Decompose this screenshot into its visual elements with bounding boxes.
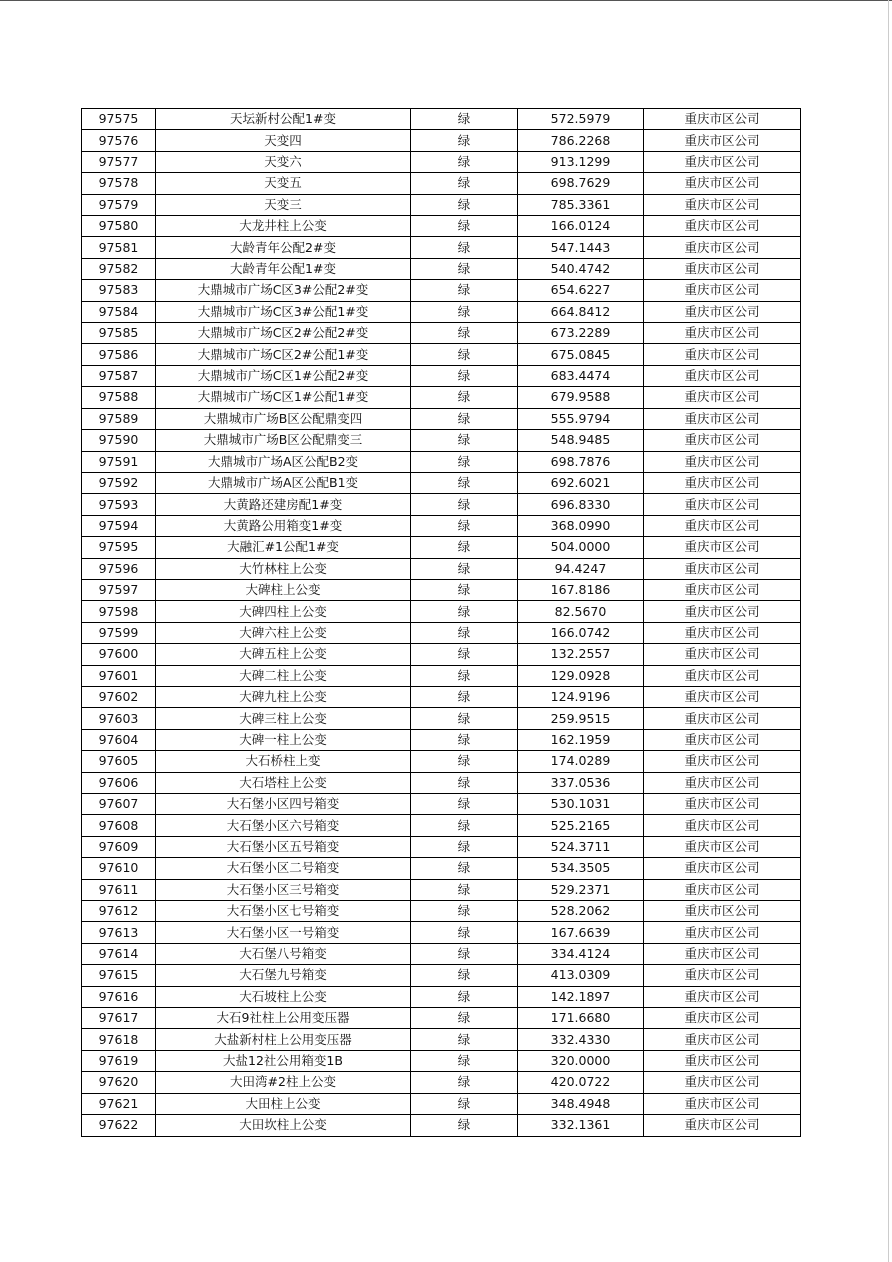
table-row — [82, 601, 801, 622]
transformer-name-cell: 大鼎城市广场C区2#公配2#变 — [156, 323, 411, 344]
transformer-name-cell: 大盐新村柱上公用变压器 — [156, 1029, 411, 1050]
table-row — [82, 729, 801, 750]
value-cell: 332.4330 — [518, 1029, 644, 1050]
transformer-name-cell: 大石9社柱上公用变压器 — [156, 1008, 411, 1029]
value-cell: 368.0990 — [518, 515, 644, 536]
company-cell: 重庆市区公司 — [644, 579, 801, 600]
status-color-cell: 绿 — [411, 794, 518, 815]
row-id-cell: 97621 — [82, 1093, 156, 1114]
table-row — [82, 644, 801, 665]
company-cell: 重庆市区公司 — [644, 494, 801, 515]
value-cell: 167.8186 — [518, 579, 644, 600]
value-cell: 259.9515 — [518, 708, 644, 729]
value-cell: 679.9588 — [518, 387, 644, 408]
status-color-cell: 绿 — [411, 130, 518, 151]
value-cell: 540.4742 — [518, 258, 644, 279]
status-color-cell: 绿 — [411, 815, 518, 836]
table-row — [82, 387, 801, 408]
row-id-cell: 97595 — [82, 537, 156, 558]
status-color-cell: 绿 — [411, 1029, 518, 1050]
transformer-name-cell: 大碑四柱上公变 — [156, 601, 411, 622]
status-color-cell: 绿 — [411, 644, 518, 665]
transformer-name-cell: 大鼎城市广场A区公配B1变 — [156, 472, 411, 493]
transformer-name-cell: 大鼎城市广场C区3#公配1#变 — [156, 301, 411, 322]
value-cell: 698.7629 — [518, 173, 644, 194]
value-cell: 698.7876 — [518, 451, 644, 472]
row-id-cell: 97608 — [82, 815, 156, 836]
transformer-name-cell: 大鼎城市广场A区公配B2变 — [156, 451, 411, 472]
transformer-name-cell: 大碑五柱上公变 — [156, 644, 411, 665]
transformer-name-cell: 天变四 — [156, 130, 411, 151]
table-row — [82, 772, 801, 793]
table-row — [82, 579, 801, 600]
status-color-cell: 绿 — [411, 622, 518, 643]
company-cell: 重庆市区公司 — [644, 879, 801, 900]
table-row — [82, 858, 801, 879]
value-cell: 524.3711 — [518, 836, 644, 857]
transformer-name-cell: 大石塔柱上公变 — [156, 772, 411, 793]
status-color-cell: 绿 — [411, 151, 518, 172]
transformer-name-cell: 大田坎柱上公变 — [156, 1115, 411, 1136]
table-row — [82, 686, 801, 707]
status-color-cell: 绿 — [411, 451, 518, 472]
row-id-cell: 97593 — [82, 494, 156, 515]
table-row — [82, 216, 801, 237]
status-color-cell: 绿 — [411, 515, 518, 536]
company-cell: 重庆市区公司 — [644, 601, 801, 622]
company-cell: 重庆市区公司 — [644, 708, 801, 729]
value-cell: 548.9485 — [518, 430, 644, 451]
row-id-cell: 97576 — [82, 130, 156, 151]
company-cell: 重庆市区公司 — [644, 237, 801, 258]
transformer-name-cell: 大石坡柱上公变 — [156, 986, 411, 1007]
company-cell: 重庆市区公司 — [644, 1008, 801, 1029]
company-cell: 重庆市区公司 — [644, 1029, 801, 1050]
company-cell: 重庆市区公司 — [644, 1072, 801, 1093]
table-row — [82, 173, 801, 194]
status-color-cell: 绿 — [411, 708, 518, 729]
page-top-edge — [0, 0, 892, 1]
transformer-name-cell: 大鼎城市广场B区公配鼎变三 — [156, 430, 411, 451]
table-row — [82, 986, 801, 1007]
value-cell: 786.2268 — [518, 130, 644, 151]
status-color-cell: 绿 — [411, 537, 518, 558]
row-id-cell: 97612 — [82, 901, 156, 922]
table-row — [82, 237, 801, 258]
row-id-cell: 97603 — [82, 708, 156, 729]
transformer-name-cell: 大石堡小区一号箱变 — [156, 922, 411, 943]
transformer-name-cell: 大石堡小区三号箱变 — [156, 879, 411, 900]
row-id-cell: 97607 — [82, 794, 156, 815]
row-id-cell: 97600 — [82, 644, 156, 665]
company-cell: 重庆市区公司 — [644, 408, 801, 429]
transformer-name-cell: 大竹林柱上公变 — [156, 558, 411, 579]
value-cell: 504.0000 — [518, 537, 644, 558]
row-id-cell: 97579 — [82, 194, 156, 215]
value-cell: 534.3505 — [518, 858, 644, 879]
status-color-cell: 绿 — [411, 986, 518, 1007]
table-row — [82, 836, 801, 857]
status-color-cell: 绿 — [411, 579, 518, 600]
row-id-cell: 97602 — [82, 686, 156, 707]
value-cell: 664.8412 — [518, 301, 644, 322]
transformer-name-cell: 大鼎城市广场C区1#公配2#变 — [156, 365, 411, 386]
company-cell: 重庆市区公司 — [644, 365, 801, 386]
table-row — [82, 879, 801, 900]
table-row — [82, 751, 801, 772]
status-color-cell: 绿 — [411, 558, 518, 579]
status-color-cell: 绿 — [411, 858, 518, 879]
row-id-cell: 97597 — [82, 579, 156, 600]
status-color-cell: 绿 — [411, 237, 518, 258]
company-cell: 重庆市区公司 — [644, 665, 801, 686]
transformer-name-cell: 大碑二柱上公变 — [156, 665, 411, 686]
transformer-name-cell: 天坛新村公配1#变 — [156, 109, 411, 130]
row-id-cell: 97615 — [82, 965, 156, 986]
transformer-name-cell: 大碑三柱上公变 — [156, 708, 411, 729]
company-cell: 重庆市区公司 — [644, 644, 801, 665]
row-id-cell: 97614 — [82, 943, 156, 964]
value-cell: 572.5979 — [518, 109, 644, 130]
row-id-cell: 97596 — [82, 558, 156, 579]
transformer-name-cell: 大石堡小区五号箱变 — [156, 836, 411, 857]
row-id-cell: 97619 — [82, 1050, 156, 1071]
status-color-cell: 绿 — [411, 1093, 518, 1114]
status-color-cell: 绿 — [411, 665, 518, 686]
table-body — [82, 109, 801, 1137]
company-cell: 重庆市区公司 — [644, 901, 801, 922]
value-cell: 530.1031 — [518, 794, 644, 815]
value-cell: 166.0124 — [518, 216, 644, 237]
row-id-cell: 97618 — [82, 1029, 156, 1050]
value-cell: 413.0309 — [518, 965, 644, 986]
status-color-cell: 绿 — [411, 365, 518, 386]
status-color-cell: 绿 — [411, 430, 518, 451]
table-row — [82, 815, 801, 836]
company-cell: 重庆市区公司 — [644, 1050, 801, 1071]
table-row — [82, 1072, 801, 1093]
row-id-cell: 97591 — [82, 451, 156, 472]
status-color-cell: 绿 — [411, 1050, 518, 1071]
row-id-cell: 97590 — [82, 430, 156, 451]
company-cell: 重庆市区公司 — [644, 751, 801, 772]
value-cell: 334.4124 — [518, 943, 644, 964]
table-row — [82, 1050, 801, 1071]
table-row — [82, 901, 801, 922]
company-cell: 重庆市区公司 — [644, 515, 801, 536]
table-row — [82, 258, 801, 279]
transformer-name-cell: 大石堡小区四号箱变 — [156, 794, 411, 815]
company-cell: 重庆市区公司 — [644, 1115, 801, 1136]
table-row — [82, 323, 801, 344]
company-cell: 重庆市区公司 — [644, 151, 801, 172]
value-cell: 162.1959 — [518, 729, 644, 750]
company-cell: 重庆市区公司 — [644, 622, 801, 643]
company-cell: 重庆市区公司 — [644, 922, 801, 943]
value-cell: 673.2289 — [518, 323, 644, 344]
company-cell: 重庆市区公司 — [644, 194, 801, 215]
row-id-cell: 97577 — [82, 151, 156, 172]
value-cell: 420.0722 — [518, 1072, 644, 1093]
table-row — [82, 109, 801, 130]
status-color-cell: 绿 — [411, 494, 518, 515]
status-color-cell: 绿 — [411, 408, 518, 429]
value-cell: 82.5670 — [518, 601, 644, 622]
transformer-name-cell: 大融汇#1公配1#变 — [156, 537, 411, 558]
row-id-cell: 97584 — [82, 301, 156, 322]
transformer-name-cell: 大黄路还建房配1#变 — [156, 494, 411, 515]
row-id-cell: 97580 — [82, 216, 156, 237]
table-row — [82, 1093, 801, 1114]
company-cell: 重庆市区公司 — [644, 387, 801, 408]
company-cell: 重庆市区公司 — [644, 323, 801, 344]
transformer-name-cell: 大石堡小区六号箱变 — [156, 815, 411, 836]
row-id-cell: 97578 — [82, 173, 156, 194]
value-cell: 696.8330 — [518, 494, 644, 515]
row-id-cell: 97583 — [82, 280, 156, 301]
company-cell: 重庆市区公司 — [644, 815, 801, 836]
transformer-name-cell: 大碑九柱上公变 — [156, 686, 411, 707]
company-cell: 重庆市区公司 — [644, 836, 801, 857]
company-cell: 重庆市区公司 — [644, 558, 801, 579]
status-color-cell: 绿 — [411, 922, 518, 943]
table-row — [82, 622, 801, 643]
company-cell: 重庆市区公司 — [644, 280, 801, 301]
transformer-name-cell: 大石堡小区七号箱变 — [156, 901, 411, 922]
table-row — [82, 494, 801, 515]
company-cell: 重庆市区公司 — [644, 858, 801, 879]
value-cell: 124.9196 — [518, 686, 644, 707]
table-row — [82, 430, 801, 451]
row-id-cell: 97586 — [82, 344, 156, 365]
company-cell: 重庆市区公司 — [644, 729, 801, 750]
status-color-cell: 绿 — [411, 280, 518, 301]
row-id-cell: 97610 — [82, 858, 156, 879]
row-id-cell: 97575 — [82, 109, 156, 130]
transformer-name-cell: 大碑柱上公变 — [156, 579, 411, 600]
status-color-cell: 绿 — [411, 216, 518, 237]
value-cell: 167.6639 — [518, 922, 644, 943]
row-id-cell: 97609 — [82, 836, 156, 857]
row-id-cell: 97599 — [82, 622, 156, 643]
company-cell: 重庆市区公司 — [644, 451, 801, 472]
row-id-cell: 97598 — [82, 601, 156, 622]
company-cell: 重庆市区公司 — [644, 109, 801, 130]
row-id-cell: 97585 — [82, 323, 156, 344]
status-color-cell: 绿 — [411, 772, 518, 793]
table-row — [82, 943, 801, 964]
status-color-cell: 绿 — [411, 173, 518, 194]
company-cell: 重庆市区公司 — [644, 472, 801, 493]
value-cell: 529.2371 — [518, 879, 644, 900]
value-cell: 675.0845 — [518, 344, 644, 365]
value-cell: 692.6021 — [518, 472, 644, 493]
status-color-cell: 绿 — [411, 751, 518, 772]
row-id-cell: 97592 — [82, 472, 156, 493]
table-row — [82, 365, 801, 386]
value-cell: 528.2062 — [518, 901, 644, 922]
table-row — [82, 151, 801, 172]
table-row — [82, 1008, 801, 1029]
value-cell: 547.1443 — [518, 237, 644, 258]
table-row — [82, 1115, 801, 1136]
company-cell: 重庆市区公司 — [644, 772, 801, 793]
row-id-cell: 97616 — [82, 986, 156, 1007]
row-id-cell: 97582 — [82, 258, 156, 279]
table-row — [82, 537, 801, 558]
company-cell: 重庆市区公司 — [644, 130, 801, 151]
transformer-name-cell: 大鼎城市广场C区2#公配1#变 — [156, 344, 411, 365]
company-cell: 重庆市区公司 — [644, 943, 801, 964]
table-row — [82, 1029, 801, 1050]
value-cell: 132.2557 — [518, 644, 644, 665]
page-right-edge — [888, 0, 889, 1262]
value-cell: 129.0928 — [518, 665, 644, 686]
value-cell: 337.0536 — [518, 772, 644, 793]
transformer-name-cell: 大鼎城市广场C区1#公配1#变 — [156, 387, 411, 408]
transformer-name-cell: 大盐12社公用箱变1B — [156, 1050, 411, 1071]
status-color-cell: 绿 — [411, 686, 518, 707]
transformer-name-cell: 大石堡小区二号箱变 — [156, 858, 411, 879]
table-row — [82, 344, 801, 365]
transformer-name-cell: 大碑一柱上公变 — [156, 729, 411, 750]
transformer-table — [81, 108, 801, 1137]
row-id-cell: 97604 — [82, 729, 156, 750]
transformer-name-cell: 大黄路公用箱变1#变 — [156, 515, 411, 536]
company-cell: 重庆市区公司 — [644, 965, 801, 986]
status-color-cell: 绿 — [411, 109, 518, 130]
transformer-name-cell: 大碑六柱上公变 — [156, 622, 411, 643]
company-cell: 重庆市区公司 — [644, 258, 801, 279]
status-color-cell: 绿 — [411, 1008, 518, 1029]
transformer-name-cell: 大龄青年公配2#变 — [156, 237, 411, 258]
value-cell: 94.4247 — [518, 558, 644, 579]
row-id-cell: 97594 — [82, 515, 156, 536]
transformer-name-cell: 大石堡九号箱变 — [156, 965, 411, 986]
company-cell: 重庆市区公司 — [644, 986, 801, 1007]
row-id-cell: 97601 — [82, 665, 156, 686]
value-cell: 555.9794 — [518, 408, 644, 429]
value-cell: 785.3361 — [518, 194, 644, 215]
status-color-cell: 绿 — [411, 301, 518, 322]
transformer-name-cell: 天变六 — [156, 151, 411, 172]
value-cell: 348.4948 — [518, 1093, 644, 1114]
company-cell: 重庆市区公司 — [644, 1093, 801, 1114]
transformer-name-cell: 天变五 — [156, 173, 411, 194]
status-color-cell: 绿 — [411, 387, 518, 408]
row-id-cell: 97613 — [82, 922, 156, 943]
table-row — [82, 922, 801, 943]
transformer-name-cell: 天变三 — [156, 194, 411, 215]
status-color-cell: 绿 — [411, 344, 518, 365]
table-row — [82, 280, 801, 301]
row-id-cell: 97622 — [82, 1115, 156, 1136]
status-color-cell: 绿 — [411, 1115, 518, 1136]
row-id-cell: 97581 — [82, 237, 156, 258]
company-cell: 重庆市区公司 — [644, 794, 801, 815]
value-cell: 171.6680 — [518, 1008, 644, 1029]
company-cell: 重庆市区公司 — [644, 344, 801, 365]
table-row — [82, 194, 801, 215]
transformer-name-cell: 大田柱上公变 — [156, 1093, 411, 1114]
table-row — [82, 130, 801, 151]
transformer-name-cell: 大龄青年公配1#变 — [156, 258, 411, 279]
transformer-name-cell: 大石桥柱上变 — [156, 751, 411, 772]
company-cell: 重庆市区公司 — [644, 430, 801, 451]
row-id-cell: 97605 — [82, 751, 156, 772]
status-color-cell: 绿 — [411, 1072, 518, 1093]
table-row — [82, 665, 801, 686]
transformer-name-cell: 大石堡八号箱变 — [156, 943, 411, 964]
status-color-cell: 绿 — [411, 472, 518, 493]
row-id-cell: 97606 — [82, 772, 156, 793]
value-cell: 913.1299 — [518, 151, 644, 172]
status-color-cell: 绿 — [411, 601, 518, 622]
value-cell: 332.1361 — [518, 1115, 644, 1136]
status-color-cell: 绿 — [411, 943, 518, 964]
status-color-cell: 绿 — [411, 258, 518, 279]
company-cell: 重庆市区公司 — [644, 686, 801, 707]
row-id-cell: 97620 — [82, 1072, 156, 1093]
value-cell: 654.6227 — [518, 280, 644, 301]
company-cell: 重庆市区公司 — [644, 173, 801, 194]
value-cell: 525.2165 — [518, 815, 644, 836]
table-row — [82, 451, 801, 472]
transformer-name-cell: 大鼎城市广场B区公配鼎变四 — [156, 408, 411, 429]
transformer-name-cell: 大田湾#2柱上公变 — [156, 1072, 411, 1093]
table-row — [82, 794, 801, 815]
table-row — [82, 515, 801, 536]
table-row — [82, 472, 801, 493]
table-row — [82, 301, 801, 322]
table-row — [82, 408, 801, 429]
transformer-name-cell: 大龙井柱上公变 — [156, 216, 411, 237]
row-id-cell: 97587 — [82, 365, 156, 386]
company-cell: 重庆市区公司 — [644, 537, 801, 558]
company-cell: 重庆市区公司 — [644, 301, 801, 322]
status-color-cell: 绿 — [411, 323, 518, 344]
value-cell: 683.4474 — [518, 365, 644, 386]
table-row — [82, 708, 801, 729]
status-color-cell: 绿 — [411, 194, 518, 215]
value-cell: 166.0742 — [518, 622, 644, 643]
status-color-cell: 绿 — [411, 965, 518, 986]
status-color-cell: 绿 — [411, 836, 518, 857]
table-row — [82, 965, 801, 986]
row-id-cell: 97589 — [82, 408, 156, 429]
status-color-cell: 绿 — [411, 879, 518, 900]
value-cell: 174.0289 — [518, 751, 644, 772]
row-id-cell: 97617 — [82, 1008, 156, 1029]
status-color-cell: 绿 — [411, 729, 518, 750]
transformer-name-cell: 大鼎城市广场C区3#公配2#变 — [156, 280, 411, 301]
status-color-cell: 绿 — [411, 901, 518, 922]
row-id-cell: 97588 — [82, 387, 156, 408]
row-id-cell: 97611 — [82, 879, 156, 900]
value-cell: 320.0000 — [518, 1050, 644, 1071]
value-cell: 142.1897 — [518, 986, 644, 1007]
table-row — [82, 558, 801, 579]
company-cell: 重庆市区公司 — [644, 216, 801, 237]
